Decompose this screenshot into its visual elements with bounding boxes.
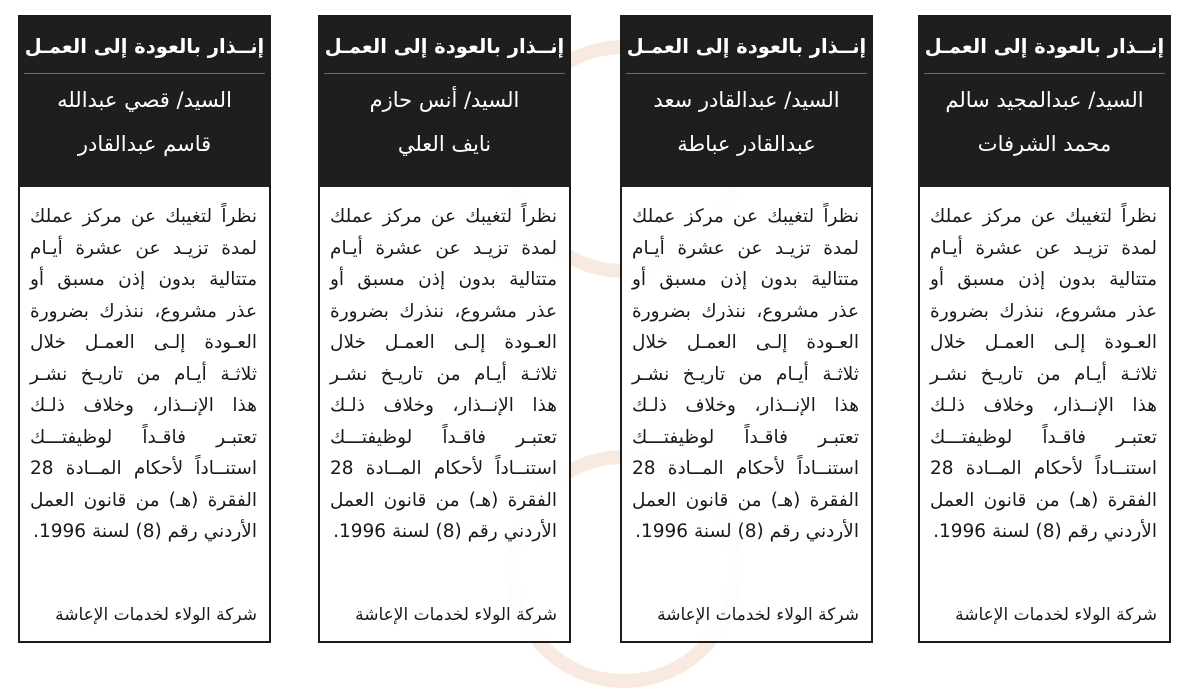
recipient-name-line: قاسم عبدالقادر: [77, 132, 212, 156]
body-line: هذا الإنــذار، وخلاف ذلـك: [30, 395, 257, 416]
body-line: متتالية بدون إذن مسبق أو: [632, 269, 859, 290]
body-line: استنــاداً لأحكام المــادة 28: [632, 458, 859, 479]
body-line: الأردني رقم (8) لسنة 1996.: [933, 521, 1157, 542]
body-line: تعتبـر فاقـداً لوظيفتـــك: [30, 426, 257, 448]
company-signature: شركة الولاء لخدمات الإعاشة: [355, 605, 557, 625]
recipient-name-line: نايف العلي: [397, 132, 492, 156]
recipient-name: [920, 74, 1169, 166]
notice-header: [20, 17, 269, 187]
body-line: هذا الإنــذار، وخلاف ذلـك: [930, 395, 1157, 416]
body-line: نظراً لتغيبك عن مركز عملك: [930, 206, 1157, 227]
body-line: لمدة تزيـد عن عشرة أيـام: [330, 237, 557, 259]
notice-title: إنــذار بالعودة إلى العمـل: [924, 33, 1165, 74]
body-line: ثلاثـة أيـام من تاريـخ نشـر: [632, 363, 859, 385]
body-line: تعتبـر فاقـداً لوظيفتـــك: [930, 426, 1157, 448]
body-line: لمدة تزيـد عن عشرة أيـام: [632, 237, 859, 259]
notice-header: [920, 17, 1169, 187]
body-line: عذر مشروع، ننذرك بضرورة: [632, 300, 859, 322]
body-line: الأردني رقم (8) لسنة 1996.: [33, 521, 257, 542]
body-line: تعتبـر فاقـداً لوظيفتـــك: [330, 426, 557, 448]
company-signature: شركة الولاء لخدمات الإعاشة: [657, 605, 859, 625]
body-line: ثلاثـة أيـام من تاريـخ نشـر: [330, 363, 557, 385]
recipient-name-line: محمد الشرفات: [977, 132, 1112, 156]
body-line: استنــاداً لأحكام المــادة 28: [930, 458, 1157, 479]
body-line: نظراً لتغيبك عن مركز عملك: [30, 206, 257, 227]
body-line: عذر مشروع، ننذرك بضرورة: [930, 300, 1157, 322]
notice-card: [918, 15, 1171, 643]
notice-header: [320, 17, 569, 187]
body-line: الأردني رقم (8) لسنة 1996.: [635, 521, 859, 542]
recipient-name: [622, 74, 871, 166]
body-line: لمدة تزيـد عن عشرة أيـام: [30, 237, 257, 259]
notice-title: إنــذار بالعودة إلى العمـل: [626, 33, 867, 74]
body-line: العـودة إلـى العمـل خلال: [30, 332, 257, 353]
notice-body: [20, 187, 269, 548]
body-line: العـودة إلـى العمـل خلال: [632, 332, 859, 353]
body-line: الفقرة (هـ) من قانون العمل: [330, 489, 557, 511]
company-signature: شركة الولاء لخدمات الإعاشة: [955, 605, 1157, 625]
notice-card: [18, 15, 271, 643]
recipient-name: [20, 74, 269, 166]
recipient-name: [320, 74, 569, 166]
body-line: عذر مشروع، ننذرك بضرورة: [30, 300, 257, 322]
body-line: ثلاثـة أيـام من تاريـخ نشـر: [30, 363, 257, 385]
notice-card: [620, 15, 873, 643]
body-line: متتالية بدون إذن مسبق أو: [30, 269, 257, 290]
body-line: عذر مشروع، ننذرك بضرورة: [330, 300, 557, 322]
notice-title: إنــذار بالعودة إلى العمـل: [24, 33, 265, 74]
body-line: الفقرة (هـ) من قانون العمل: [632, 489, 859, 511]
notice-body: [920, 187, 1169, 548]
notice-body: [622, 187, 871, 548]
body-line: العـودة إلـى العمـل خلال: [330, 332, 557, 353]
body-line: الفقرة (هـ) من قانون العمل: [930, 489, 1157, 511]
recipient-name-line: السيد/ قصي عبدالله: [57, 88, 232, 112]
body-line: نظراً لتغيبك عن مركز عملك: [330, 206, 557, 227]
recipient-name-line: عبدالقادر عباطة: [677, 132, 816, 156]
body-line: استنــاداً لأحكام المــادة 28: [30, 458, 257, 479]
company-signature: شركة الولاء لخدمات الإعاشة: [55, 605, 257, 625]
body-line: هذا الإنــذار، وخلاف ذلـك: [330, 395, 557, 416]
recipient-name-line: السيد/ أنس حازم: [369, 88, 520, 112]
notice-card: [318, 15, 571, 643]
body-line: الفقرة (هـ) من قانون العمل: [30, 489, 257, 511]
body-line: استنــاداً لأحكام المــادة 28: [330, 458, 557, 479]
body-line: نظراً لتغيبك عن مركز عملك: [632, 206, 859, 227]
body-line: لمدة تزيـد عن عشرة أيـام: [930, 237, 1157, 259]
body-line: العـودة إلـى العمـل خلال: [930, 332, 1157, 353]
recipient-name-line: السيد/ عبدالقادر سعد: [653, 88, 840, 112]
body-line: متتالية بدون إذن مسبق أو: [330, 269, 557, 290]
body-line: ثلاثـة أيـام من تاريـخ نشـر: [930, 363, 1157, 385]
notice-body: [320, 187, 569, 548]
body-line: الأردني رقم (8) لسنة 1996.: [333, 521, 557, 542]
body-line: تعتبـر فاقـداً لوظيفتـــك: [632, 426, 859, 448]
notice-title: إنــذار بالعودة إلى العمـل: [324, 33, 565, 74]
body-line: هذا الإنــذار، وخلاف ذلـك: [632, 395, 859, 416]
recipient-name-line: السيد/ عبدالمجيد سالم: [945, 88, 1144, 112]
notice-header: [622, 17, 871, 187]
body-line: متتالية بدون إذن مسبق أو: [930, 269, 1157, 290]
